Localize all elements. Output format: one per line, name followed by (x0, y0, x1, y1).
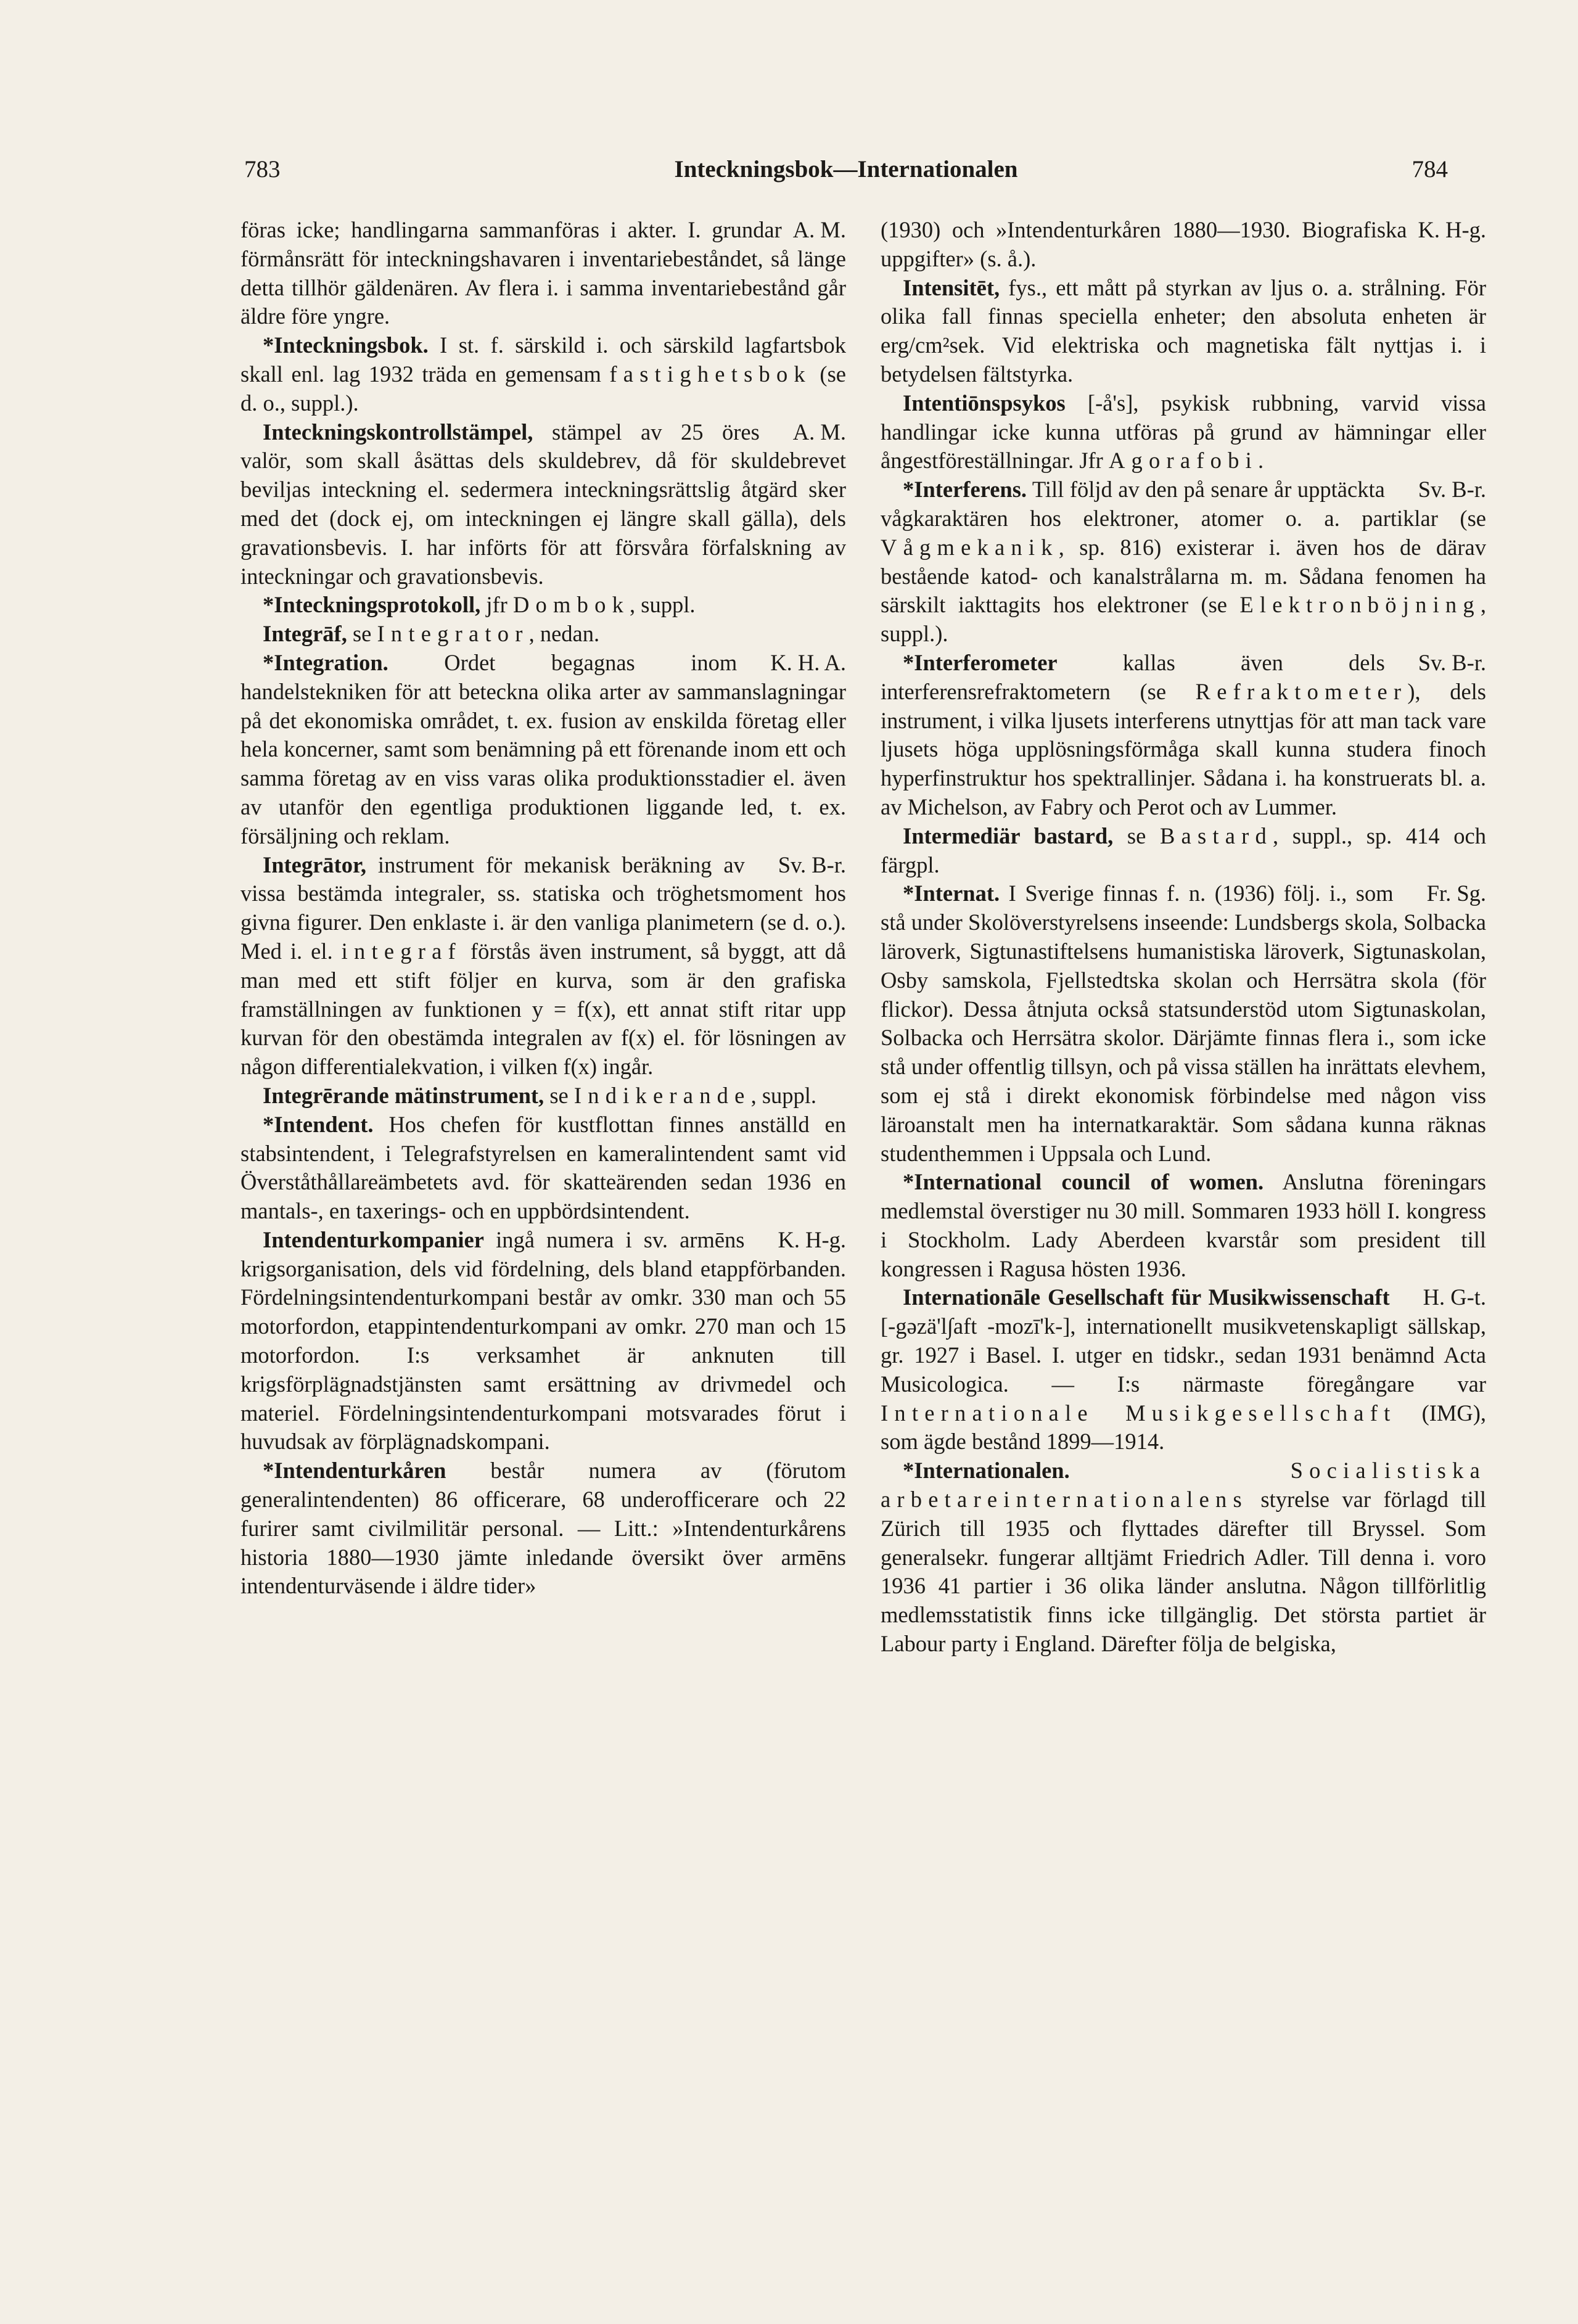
entry-text: förstås även instrument, så byggt, att då man med ett stift följer en kurva, som är den grafiska framställningen av funktionen y = f(x), ett annat stift ritar upp kurvan för den obestämda integralen av f(x) el. för lösningen av någon differentialekvation, i vilken f(x) ingår. (240, 938, 847, 1080)
page-number-left: 783 (244, 156, 281, 183)
entry-headword: Intensitēt, (903, 274, 1000, 300)
entry-text: ), dels instrument, i vilka ljusets interferens utnyttjas för att man tack vare ljusets höga upplösningsförmåga skall kunna studera finoch hyperfinstruktur hos spektrallinjer. Sådana i. ha konstruerats bl. a. av Michelson, av Fabry och Perot och av Lummer. (881, 678, 1486, 819)
entry (240, 649, 846, 851)
cross-reference: Internationale Musikgesellschaft (881, 1400, 1397, 1426)
page-number-right: 784 (1412, 156, 1448, 183)
cross-reference: Bastard (1159, 823, 1273, 848)
author-signature: Sv. B-r. (778, 852, 846, 877)
entry (881, 1168, 1486, 1283)
entry-text: I Sverige finnas f. n. (1936) följ. i., som stå under Skolöverstyrelsens inseende: Lundsbergs skola, Solbacka läroverk, Sigtunastiftelsens humanistiska läroverk, Sigtunaskolan, Osby samskola, Fjellstedtska skolan och Herrsätra skola (för flickor). Dessa åtnjuta också statsunderstöd utom Sigtunaskolan, Solbacka och Herrsätra skolor. Därjämte finnas flera i., som icke stå under offentlig tillsyn, och på vissa ställen ha inrättats elevhem, som ej stå i direkt ekonomisk förbindelse med någon viss läroanstalt men ha internatkaraktär. Som sådana kunna räknas studenthemmen i Uppsala och Lund. (881, 881, 1486, 1166)
entry-headword: Inteckningskontrollstämpel, (263, 419, 533, 445)
entry-headword: Intendenturkompanier (263, 1226, 484, 1252)
entry (240, 1082, 846, 1111)
entry-headword: *Internat. (903, 881, 1000, 906)
entry-headword: Intermediär bastard, (903, 823, 1114, 848)
entry-text: , suppl. (750, 1082, 817, 1108)
entry (240, 851, 846, 1082)
entry-headword: *Internationalen. (903, 1458, 1070, 1484)
entry-text: jfr (480, 592, 513, 618)
entry-text: se (1113, 823, 1160, 848)
entry-text: Hos chefen för kustflottan finnes anställd en stabsintendent, i Telegrafstyrelsen en kameralintendent samt vid Överståthållareämbetets avd. för skatteärenden sedan 1936 en mantals-, en taxerings- och en uppbördsintendent. (240, 1111, 846, 1224)
entry-headword: *Interferometer (903, 649, 1058, 675)
entry-text: . (1257, 448, 1264, 474)
entry-text: (IMG), som ägde bestånd 1899—1914. (881, 1400, 1486, 1455)
author-signature: Sv. B-r. (1418, 477, 1486, 503)
entry-headword: *Interferens. (903, 477, 1027, 503)
entry (240, 1456, 846, 1601)
entry-headword: *Inteckningsbok. (263, 332, 429, 358)
left-column (240, 216, 846, 1601)
author-signature: K. H-g. (1418, 217, 1486, 242)
entry-text: föras icke; handlingarna sammanföras i akter. I. grundar förmånsrätt för inteckningshavaren i inventariebeståndet, så länge detta tillhör gäldenären. Av flera i. i samma inventariebestånd går äldre före yngre. (240, 217, 846, 329)
entry-headword: *Integration. (263, 649, 388, 675)
entry-headword: *Inteckningsprotokoll, (263, 592, 481, 618)
author-signature: K. H-g. (778, 1226, 846, 1252)
running-header (244, 155, 1448, 199)
author-signature: K. H. A. (770, 649, 846, 675)
entry-text: Anslutna föreningars medlemstal överstiger nu 30 mill. Sommaren 1933 höll I. kongress i Stockholm. Lady Aberdeen kvarstår som president till kongressen i Ragusa hösten 1936. (881, 1169, 1487, 1281)
cross-reference: Dombok (512, 592, 630, 618)
entry-headword: Integrāf, (263, 621, 347, 647)
entry-headword: Integrātor, (263, 852, 366, 877)
author-signature: Fr. Sg. (1426, 881, 1486, 906)
cross-reference: fastighetsbok (609, 361, 812, 387)
entry-text: , suppl. (630, 592, 696, 618)
entry (881, 274, 1486, 389)
entry-text: stämpel av 25 öres valör, som skall åsättas dels skuldebrev, då för skuldebrevet beviljas inteckning el. sedermera inteckningsrättslig åtgärd sker med det (dock ej, om inteckningen ej längre skall gälla), dels gravationsbevis. I. har införts för att försvåra förfalskning av inteckningar och gravationsbevis. (240, 419, 846, 589)
entry-text: består numera av (förutom generalintendenten) 86 officerare, 68 underofficerare och 22 furirer samt civilmilitär personal. — Litt.: »Intendenturkårens historia 1880—1930 jämte inledande översikt över armēns intendenturväsende i äldre tider» (240, 1458, 846, 1599)
entry-headword: *Intendent. (263, 1111, 374, 1137)
cross-reference: Agorafobi (1108, 448, 1258, 474)
entry (881, 216, 1486, 274)
cross-reference: Elektronböjning (1239, 592, 1481, 618)
entry-text: instrument för mekanisk beräkning av vissa bestämda integraler, ss. statiska och tröghetsmoment hos givna figurer. Den enklaste i. är den vanliga planimetern (se d. o.). Med i. el. (240, 852, 846, 964)
entry (881, 1456, 1486, 1659)
author-signature: Sv. B-r. (1418, 649, 1486, 675)
entry (240, 216, 846, 331)
entry (881, 649, 1486, 822)
cross-reference: Refraktometer (1195, 678, 1408, 704)
entry (881, 879, 1486, 1168)
entry-text: , sp. 816) existerar i. även hos de därav bestående katod- och kanalstrålarna m. m. Sådana fenomen ha särskilt iakttagits hos elektroner (se (881, 534, 1486, 618)
entry-headword: Internationāle Gesellschaft für Musikwissenschaft (903, 1284, 1390, 1310)
entry (240, 418, 846, 591)
cross-reference: Integrator (377, 621, 529, 647)
entry-text: fys., ett mått på styrkan av ljus o. a. strålning. För olika fall finnas speciella enheter; den absoluta enheten är erg/cm²sek. Vid elektriska och magnetiska fält nyttjas i. i betydelsen fältstyrka. (881, 274, 1486, 387)
entry-text: (se d. o., suppl.). (240, 361, 846, 416)
entry (881, 1283, 1486, 1456)
cross-reference: Socialistiska arbetareinternationalens (881, 1458, 1486, 1513)
author-signature: A. M. (792, 217, 846, 242)
entry (240, 1111, 846, 1226)
entry-text: Ordet begagnas inom handelstekniken för att beteckna olika arter av sammanslagningar på det ekonomiska området, t. ex. fusion av enskilda företag eller hela koncerner, samt som benämning på ett förenande inom ett och samma företag av en viss varas olika produktionsstadier el. även av utanför den egentliga produktionen liggande led, t. ex. försäljning och reklam. (240, 649, 846, 848)
entry-text: kallas även dels interferensrefraktometern (se (881, 649, 1385, 704)
author-signature: A. M. (792, 419, 846, 445)
cross-reference: integraf (341, 938, 462, 964)
entry-text: se (347, 621, 377, 647)
entry (240, 591, 846, 620)
cross-reference: Vågmekanik (881, 534, 1059, 560)
entry-text: styrelse var förlagd till Zürich till 1935 och flyttades därefter till Bryssel. Som generalsekr. fungerar alltjämt Friedrich Adler. Till denna i. voro 1936 41 partier i 36 olika länder anslutna. Någon tillförlitlig medlemsstatistik finns icke tillgänglig. Det största partiet är Labour party i England. Därefter följa de belgiska, (881, 1487, 1486, 1657)
entry-text: I st. f. särskild i. och särskild lagfartsbok skall enl. lag 1932 träda en gemensam (240, 332, 846, 387)
entry-text: [-å's], psykisk rubbning, varvid vissa handlingar icke kunna utföras på grund av hämningar eller ångestföreställningar. Jfr (881, 390, 1486, 474)
entry-text: , suppl., sp. 414 och färgpl. (881, 823, 1487, 877)
entry-text: , suppl.). (881, 592, 1486, 647)
entry (240, 1226, 846, 1456)
cross-reference: Indikerande (573, 1082, 751, 1108)
entry-headword: *Intendenturkåren (263, 1458, 446, 1484)
entry-headword: Integrērande mätinstrument, (263, 1082, 544, 1108)
running-title: Inteckningsbok—Internationalen (674, 156, 1018, 183)
author-signature: H. G-t. (1423, 1284, 1486, 1310)
entry (881, 475, 1486, 649)
entry-headword: *International council of women. (903, 1169, 1264, 1195)
entry (240, 620, 846, 649)
right-column (881, 216, 1486, 1659)
entry-text (1070, 1458, 1291, 1483)
entry (240, 331, 846, 417)
entry-text: (1930) och »Intendenturkåren 1880—1930. Biografiska uppgifter» (s. å.). (881, 217, 1407, 271)
entry (881, 389, 1486, 475)
entry-text: Till följd av den på senare år upptäckta vågkaraktären hos elektroner, atomer o. a. partiklar (se (881, 477, 1486, 531)
entry-text: ingå numera i sv. armēns krigsorganisation, dels vid fördelning, dels bland etappförbanden. Fördelningsintendenturkompani består av omkr. 330 man och 55 motorfordon, etappintendenturkompani av omkr. 270 man och 15 motorfordon. I:s verksamhet är anknuten till krigsförplägnadstjänsten samt ersättning av drivmedel och materiel. Fördelningsintendenturkompani motsvarades förut i huvudsak av förplägnadskompani. (240, 1226, 846, 1455)
entry-headword: Intentiōnspsykos (903, 390, 1066, 416)
entry-text: [-gəzä'l∫aft -mozī'k-], internationellt musikvetenskapligt sällskap, gr. 1927 i Basel. I. utger en tidskr., sedan 1931 benämnd Acta Musicologica. — I:s närmaste föregångare var (881, 1313, 1486, 1397)
entry-text: se (544, 1082, 574, 1108)
entry (881, 822, 1486, 880)
entry-text: , nedan. (528, 621, 600, 647)
